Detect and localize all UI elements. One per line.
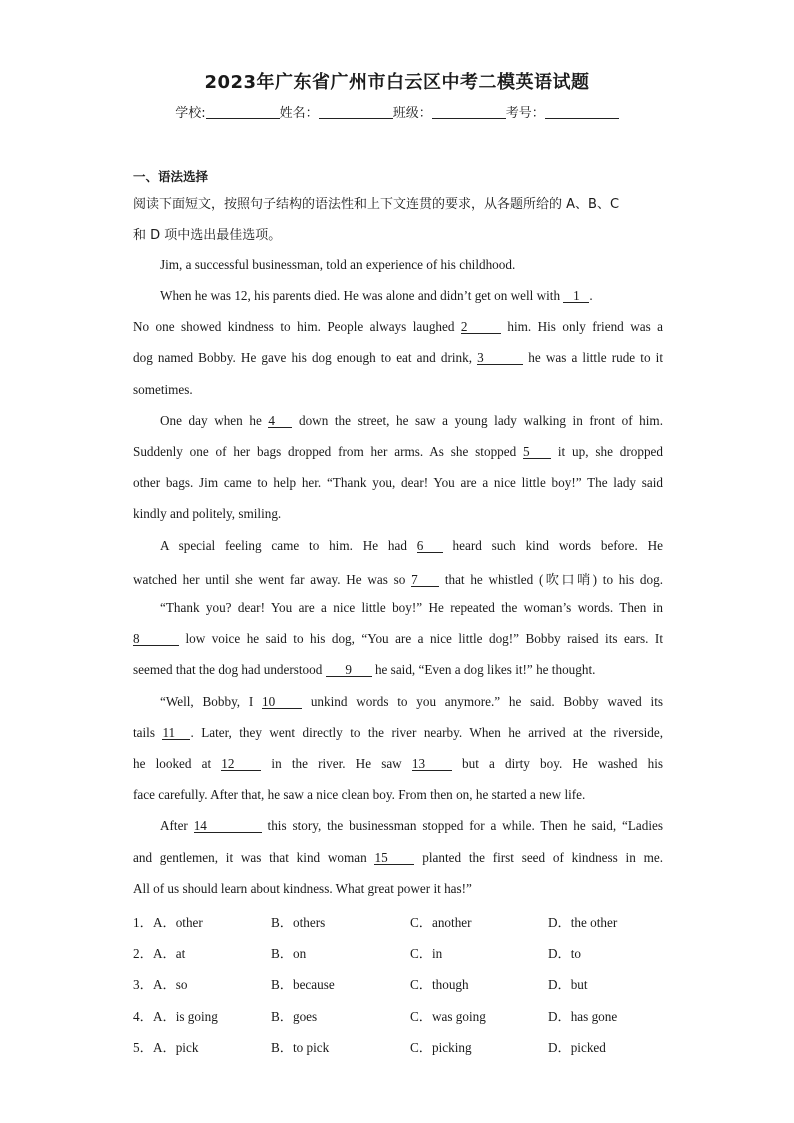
answer-blank[interactable]: 5 xyxy=(523,445,551,459)
passage-text: he looked at xyxy=(133,756,222,771)
passage-line xyxy=(160,818,663,834)
passage-line xyxy=(133,850,663,866)
passage-text: but a dirty boy. He washed his xyxy=(451,756,663,771)
passage-text: in the river. He saw xyxy=(261,756,412,771)
passage-text: “Thank you? dear! You are a nice little boy!” He repeated the woman’s words. Then in xyxy=(160,600,663,615)
passage-line xyxy=(133,787,663,803)
option-a[interactable]: A．other xyxy=(153,915,203,930)
passage-text: face carefully. After that, he saw a nice clean boy. From then on, he started a new life. xyxy=(133,787,586,802)
instruction-line: 阅读下面短文，按照句子结构的语法性和上下文连贯的要求，从各题所给的 A、B、C xyxy=(133,197,620,212)
passage-text: All of us should learn about kindness. What great power it has!” xyxy=(133,881,472,896)
passage-text: One day when he xyxy=(160,413,269,428)
passage-line xyxy=(160,538,663,554)
passage-text: unkind words to you anymore.” he said. Bobby waved its xyxy=(302,694,663,709)
option-b[interactable]: B．to pick xyxy=(271,1040,330,1055)
instruction-line: 和 D 项中选出最佳选项。 xyxy=(133,228,282,243)
passage-line xyxy=(133,506,663,522)
question-number: 3． xyxy=(133,977,153,992)
option-c[interactable]: C．another xyxy=(410,915,472,930)
name-label: 姓名： xyxy=(279,106,319,121)
passage-text: other bags. Jim came to help her. “Thank you, dear! You are a nice little boy!” The lady said xyxy=(133,475,663,490)
passage-text: tails xyxy=(133,725,163,740)
passage-line xyxy=(160,257,663,273)
option-b[interactable]: B．others xyxy=(271,915,326,930)
passage-line xyxy=(133,631,663,647)
exam-number-label: 考号： xyxy=(505,106,545,121)
class-label: 班级： xyxy=(392,106,432,121)
answer-blank[interactable]: 11 xyxy=(162,726,190,740)
answer-blank[interactable]: 6 xyxy=(417,539,443,553)
answer-blank[interactable]: 8 xyxy=(133,632,179,646)
passage-text: this story, the businessman stopped for a while. Then he said, “Ladies xyxy=(261,818,664,833)
class-blank[interactable] xyxy=(432,104,506,119)
option-b[interactable]: B．because xyxy=(271,977,335,992)
passage-text: . Later, they went directly to the river nearby. When he arrived at the riverside, xyxy=(190,725,663,740)
answer-blank[interactable]: 13 xyxy=(412,757,452,771)
option-c[interactable]: C．was going xyxy=(410,1009,486,1024)
passage-line xyxy=(133,444,663,460)
passage-text: Jim, a successful businessman, told an experience of his childhood. xyxy=(160,257,516,272)
option-c[interactable]: C．picking xyxy=(410,1040,472,1055)
option-a[interactable]: A．at xyxy=(153,946,186,961)
passage-line xyxy=(160,600,663,616)
passage-line xyxy=(133,725,663,741)
passage-text: sometimes. xyxy=(133,382,193,397)
passage-text: Suddenly one of her bags dropped from her arms. As she stopped xyxy=(133,444,524,459)
passage-line xyxy=(160,413,663,429)
answer-blank[interactable]: 14 xyxy=(194,819,262,833)
passage-line xyxy=(133,569,663,588)
passage-line xyxy=(133,350,663,366)
passage-text: After xyxy=(160,818,194,833)
option-a[interactable]: A．pick xyxy=(153,1040,199,1055)
passage-line xyxy=(133,475,663,491)
passage-text: dog named Bobby. He gave his dog enough to eat and drink, xyxy=(133,350,478,365)
option-d[interactable]: D．the other xyxy=(548,915,618,930)
passage-text: low voice he said to his dog, “You are a nice little dog!” Bobby raised its ears. It xyxy=(179,631,663,646)
passage-text: watched her until she went far away. He was so xyxy=(133,572,412,587)
passage-text: he was a little rude to it xyxy=(523,350,663,365)
passage-line xyxy=(133,662,663,678)
answer-blank[interactable]: 10 xyxy=(262,695,302,709)
question-row xyxy=(133,1037,673,1055)
question-number: 1． xyxy=(133,915,153,930)
passage-line xyxy=(133,382,663,398)
answer-blank[interactable]: 1 xyxy=(563,289,589,303)
student-info-row xyxy=(0,102,794,121)
question-number: 5． xyxy=(133,1040,153,1055)
answer-blank[interactable]: 12 xyxy=(221,757,261,771)
option-a[interactable]: A．so xyxy=(153,977,188,992)
page-title: 2023年广东省广州市白云区中考二模英语试题 xyxy=(204,72,590,93)
passage-text: down the street, he saw a young lady walking in front of him. xyxy=(292,413,663,428)
option-b[interactable]: B．on xyxy=(271,946,307,961)
school-blank[interactable] xyxy=(206,104,280,119)
school-label: 学校: xyxy=(175,106,206,121)
passage-text: kindly and politely, smiling. xyxy=(133,506,282,521)
question-row xyxy=(133,943,673,961)
question-number: 2． xyxy=(133,946,153,961)
option-d[interactable]: D．has gone xyxy=(548,1009,618,1024)
answer-blank[interactable]: 4 xyxy=(268,414,292,428)
answer-blank[interactable]: 3 xyxy=(477,351,523,365)
answer-blank[interactable]: 2 xyxy=(461,320,501,334)
passage-text: A special feeling came to him. He had xyxy=(160,538,417,553)
option-c[interactable]: C．though xyxy=(410,977,469,992)
passage-line xyxy=(160,694,663,710)
option-d[interactable]: D．picked xyxy=(548,1040,606,1055)
question-row xyxy=(133,1006,673,1024)
option-c[interactable]: C．in xyxy=(410,946,443,961)
passage-line xyxy=(133,756,663,772)
name-blank[interactable] xyxy=(319,104,393,119)
passage-text: that he whistled (吹口哨) to his dog. xyxy=(439,572,663,587)
passage-line xyxy=(133,881,663,897)
answer-blank[interactable]: 15 xyxy=(374,851,414,865)
passage-line xyxy=(133,319,663,335)
passage-text: it up, she dropped xyxy=(551,444,663,459)
passage-line xyxy=(160,288,663,304)
passage-text: No one showed kindness to him. People always laughed xyxy=(133,319,461,334)
question-row xyxy=(133,974,673,992)
option-b[interactable]: B．goes xyxy=(271,1009,318,1024)
option-d[interactable]: D．but xyxy=(548,977,588,992)
option-a[interactable]: A．is going xyxy=(153,1009,218,1024)
passage-text: “Well, Bobby, I xyxy=(160,694,263,709)
passage-text: him. His only friend was a xyxy=(500,319,663,334)
answer-blank[interactable]: 9 xyxy=(326,663,372,677)
option-d[interactable]: D．to xyxy=(548,946,581,961)
passage-text: seemed that the dog had understood xyxy=(133,662,326,677)
question-row xyxy=(133,912,673,930)
passage-text: . xyxy=(589,288,593,303)
passage-text: planted the first seed of kindness in me. xyxy=(414,850,663,865)
passage-text: heard such kind words before. He xyxy=(442,538,663,553)
question-number: 4． xyxy=(133,1009,153,1024)
passage-text: When he was 12, his parents died. He was alone and didn’t get on well with xyxy=(160,288,564,303)
answer-blank[interactable]: 7 xyxy=(411,573,439,587)
exam-number-blank[interactable] xyxy=(545,104,619,119)
section-heading: 一、语法选择 xyxy=(133,169,209,184)
passage-text: he said, “Even a dog likes it!” he thought. xyxy=(371,662,596,677)
passage-text: and gentlemen, it was that kind woman xyxy=(133,850,375,865)
